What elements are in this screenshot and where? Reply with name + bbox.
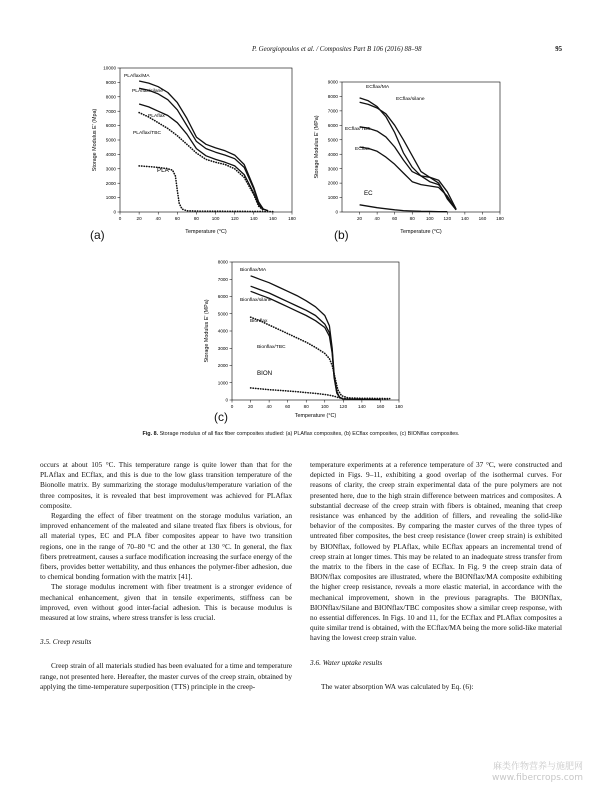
panel-letter-c: (c) xyxy=(214,410,228,424)
y-tick-label: 0 xyxy=(113,209,116,215)
series-line xyxy=(139,113,263,211)
y-tick-label: 8000 xyxy=(217,259,228,265)
series-line xyxy=(360,127,457,209)
x-tick-label: 60 xyxy=(285,404,291,409)
x-tick-label: 180 xyxy=(496,216,504,221)
series-label: Bionflax/MA xyxy=(240,268,267,273)
series-label: PLAflax/silane xyxy=(132,89,163,94)
x-tick-label: 140 xyxy=(358,404,366,409)
y-tick-label: 2000 xyxy=(217,363,228,369)
y-tick-label: 8000 xyxy=(105,94,116,100)
series-line xyxy=(360,102,457,210)
x-tick-label: 180 xyxy=(395,404,403,409)
page-number: 95 xyxy=(555,46,562,53)
y-tick-label: 9000 xyxy=(327,79,338,85)
panel-letter-b: (b) xyxy=(334,228,349,242)
series-label: PLAflax xyxy=(148,114,165,119)
x-tick-label: 100 xyxy=(320,404,329,409)
y-axis-label: Storage Modulus E' (Mpa) xyxy=(92,108,98,172)
y-tick-label: 2000 xyxy=(327,180,338,186)
x-tick-label: 40 xyxy=(374,216,380,221)
series-label: ECflax xyxy=(355,147,370,152)
paragraph: occurs at about 105 °C. This temperature range is quite lower than that for the PLAflax and ECflax, and this is due to the low glass transition temperature of the Bionolle matrix. By summarizing the storage modulus/temperature variation of the three composites, it is revealed that best improvement was achieved for PLAflax composite. xyxy=(40,460,292,510)
y-tick-label: 10000 xyxy=(103,65,116,71)
left-column xyxy=(40,460,292,692)
x-tick-label: 80 xyxy=(409,216,415,221)
paragraph: Regarding the effect of fiber treatment on the storage modulus variation, an improved enhancement of the maleated and silane treated flax fibers is obvious, for all material types, EC and PLA fiber composites appear to have two transition regions, one in the range of 70–80 °C and the other at 130 °C. In general, the flax fibers pretreatment, causes a surface modification increasing the surface energy of the fibers, provides better wettability, and thus enhances the polymer-fiber adhesion, due to chemical bonding formation with the matrix [41]. xyxy=(40,511,292,582)
paragraph: The water absorption WA was calculated by Eq. (6): xyxy=(321,681,474,691)
running-title: P. Georgiopoulos et al. / Composites Part B 106 (2016) 88–98 xyxy=(252,46,422,53)
x-tick-label: 180 xyxy=(288,216,296,221)
series-label: EC xyxy=(364,190,373,197)
y-tick-label: 9000 xyxy=(105,80,116,85)
paragraph: The storage modulus increment with fiber treatment is a stronger evidence of mechanical enhancement, given that in tensile experiments, stiffness can be improved, even without good inter-facial adhesion. This is because modulus is measured at low strains, where stress transfer is less crucial. xyxy=(40,582,292,623)
x-tick-label: 20 xyxy=(356,216,363,221)
y-tick-label: 0 xyxy=(225,397,228,403)
series-line xyxy=(139,104,263,210)
x-tick-label: 120 xyxy=(339,404,348,409)
x-tick-label: 80 xyxy=(303,404,309,409)
watermark-line: www.fibercrops.com xyxy=(492,773,583,783)
series-label: ECflax/TBC xyxy=(345,127,371,132)
series-line xyxy=(251,388,390,399)
x-tick-label: 160 xyxy=(478,216,487,221)
chart-panel-c xyxy=(200,252,405,420)
y-tick-label: 5000 xyxy=(105,137,116,143)
x-tick-label: 140 xyxy=(461,216,469,221)
x-tick-label: 0 xyxy=(230,404,234,409)
x-tick-label: 160 xyxy=(376,404,385,409)
y-tick-label: 7000 xyxy=(105,108,116,114)
y-tick-label: 1000 xyxy=(105,195,116,201)
right-column xyxy=(310,460,562,692)
y-tick-label: 6000 xyxy=(327,122,338,128)
x-tick-label: 100 xyxy=(425,216,434,221)
y-tick-label: 4000 xyxy=(327,151,338,157)
x-tick-label: 20 xyxy=(247,404,254,409)
y-tick-label: 3000 xyxy=(217,345,228,351)
y-tick-label: 5000 xyxy=(217,311,228,317)
series-label: Bionflax/TBC xyxy=(257,345,286,350)
series-label: PLA xyxy=(157,167,169,174)
figure-caption-text: Storage modulus of all flax fiber composites studied: (a) PLAflax composites, (b) ECflax composites, (c) BIONflax composites. xyxy=(159,431,460,437)
series-line xyxy=(139,88,268,211)
x-axis-label: Temperature (°C) xyxy=(400,229,442,235)
paragraph: Creep strain of all materials studied has been evaluated for a time and temperature range, not presented here. Hereafter, the master curves of the creep strain, obtained by applying the time-temperature superposition (TTS) principle in the creep- xyxy=(40,661,292,691)
x-tick-label: 20 xyxy=(136,216,142,221)
series-label: Bionflax xyxy=(250,319,268,324)
y-tick-label: 7000 xyxy=(217,276,228,282)
paragraph: temperature experiments at a reference temperature of 37 °C, were constructed and depicted in Figs. 9–11, exhibiting a good overlap of the isothermal curves. For reasons of clarity, the creep strain experimental data of the pure polymers are not presented here, due to the high strain difference between matrices and composites. A substantial decrease of the creep strain with fibers is obtained, meaning that creep resistance was enhanced by the addition of fillers, and revealing the solid-like behavior of the composites. By comparing the master curves of the three types of untreated fiber composites, the best creep resistance (lower creep strain) is exhibited by BIONflax, followed by PLAflax, while ECflax appears an incremental trend of creep strain at longer times. This may be related to an inadequate stress transfer from the matrix to the fibers in the case of ECflax. In Fig. 9 the creep strain data of BION/flax composites are illustrated, where the BIONflax/MA composite exhibiting the higher creep resistance, reveals a more elastic material, in accordance with the mechanical improvement, shown in the previous paragraphs. The BIONflax, BIONflax/Silane and BIONflax/TBC composites show a similar creep response, with no essential differences. In Figs. 10 and 11, for the ECflax and PLAflax composites a quite similar trend is obtained, with the ECflax/MA being the more solid-like material having the lowest creep strain value. xyxy=(310,460,562,643)
y-tick-label: 1000 xyxy=(217,380,228,386)
x-tick-label: 160 xyxy=(269,216,277,221)
series-line xyxy=(251,317,390,398)
y-tick-label: 7000 xyxy=(327,108,338,114)
y-axis-label: Storage Modulus E' (MPa) xyxy=(204,299,210,363)
chart-panel-b xyxy=(310,64,510,236)
y-tick-label: 3000 xyxy=(105,166,116,172)
y-axis-label: Storage Modulus E' (MPa) xyxy=(314,115,320,179)
x-tick-label: 120 xyxy=(230,216,239,221)
x-tick-label: 80 xyxy=(193,216,200,221)
watermark-line: 麻类作物营养与施肥网 xyxy=(492,762,583,772)
y-tick-label: 5000 xyxy=(327,137,338,143)
series-label: BION xyxy=(257,370,273,377)
y-tick-label: 3000 xyxy=(327,166,338,172)
series-label: PLAflax/TBC xyxy=(133,131,161,136)
x-tick-label: 0 xyxy=(118,216,122,221)
series-label: Bionflax/silane xyxy=(240,298,272,303)
series-line xyxy=(360,205,448,212)
y-tick-label: 6000 xyxy=(105,123,116,129)
chart-panel-a xyxy=(88,64,298,236)
figure-caption-label: Fig. 8. xyxy=(142,431,159,437)
plot-frame xyxy=(232,262,399,400)
section-heading-water: 3.6. Water uptake results xyxy=(310,657,383,667)
x-tick-label: 100 xyxy=(211,216,220,221)
x-tick-label: 60 xyxy=(174,216,180,221)
x-tick-label: 140 xyxy=(249,216,258,221)
panel-letter-a: (a) xyxy=(90,228,105,242)
figure-caption xyxy=(40,431,562,437)
x-tick-label: 40 xyxy=(266,404,272,409)
y-tick-label: 4000 xyxy=(217,328,228,334)
series-line xyxy=(360,98,457,210)
series-label: PLAflax/MA xyxy=(124,74,150,79)
y-tick-label: 0 xyxy=(335,209,338,215)
series-line xyxy=(360,147,457,210)
series-label: ECflax/MA xyxy=(366,85,390,90)
series-label: ECflax/silane xyxy=(396,97,425,102)
y-tick-label: 2000 xyxy=(105,180,116,186)
watermark xyxy=(492,762,583,784)
series-line xyxy=(251,286,362,399)
series-line xyxy=(251,276,381,400)
y-tick-label: 6000 xyxy=(217,294,228,300)
y-tick-label: 8000 xyxy=(327,94,338,100)
y-tick-label: 4000 xyxy=(105,152,116,157)
x-tick-label: 120 xyxy=(443,216,452,221)
x-axis-label: Temperature (°C) xyxy=(294,413,337,419)
y-tick-label: 1000 xyxy=(327,195,338,201)
running-head xyxy=(40,46,562,58)
series-line xyxy=(139,81,268,211)
x-tick-label: 60 xyxy=(392,216,398,221)
x-axis-label: Temperature (°C) xyxy=(185,229,227,235)
x-tick-label: 40 xyxy=(155,216,161,221)
section-heading-creep: 3.5. Creep results xyxy=(40,637,92,647)
